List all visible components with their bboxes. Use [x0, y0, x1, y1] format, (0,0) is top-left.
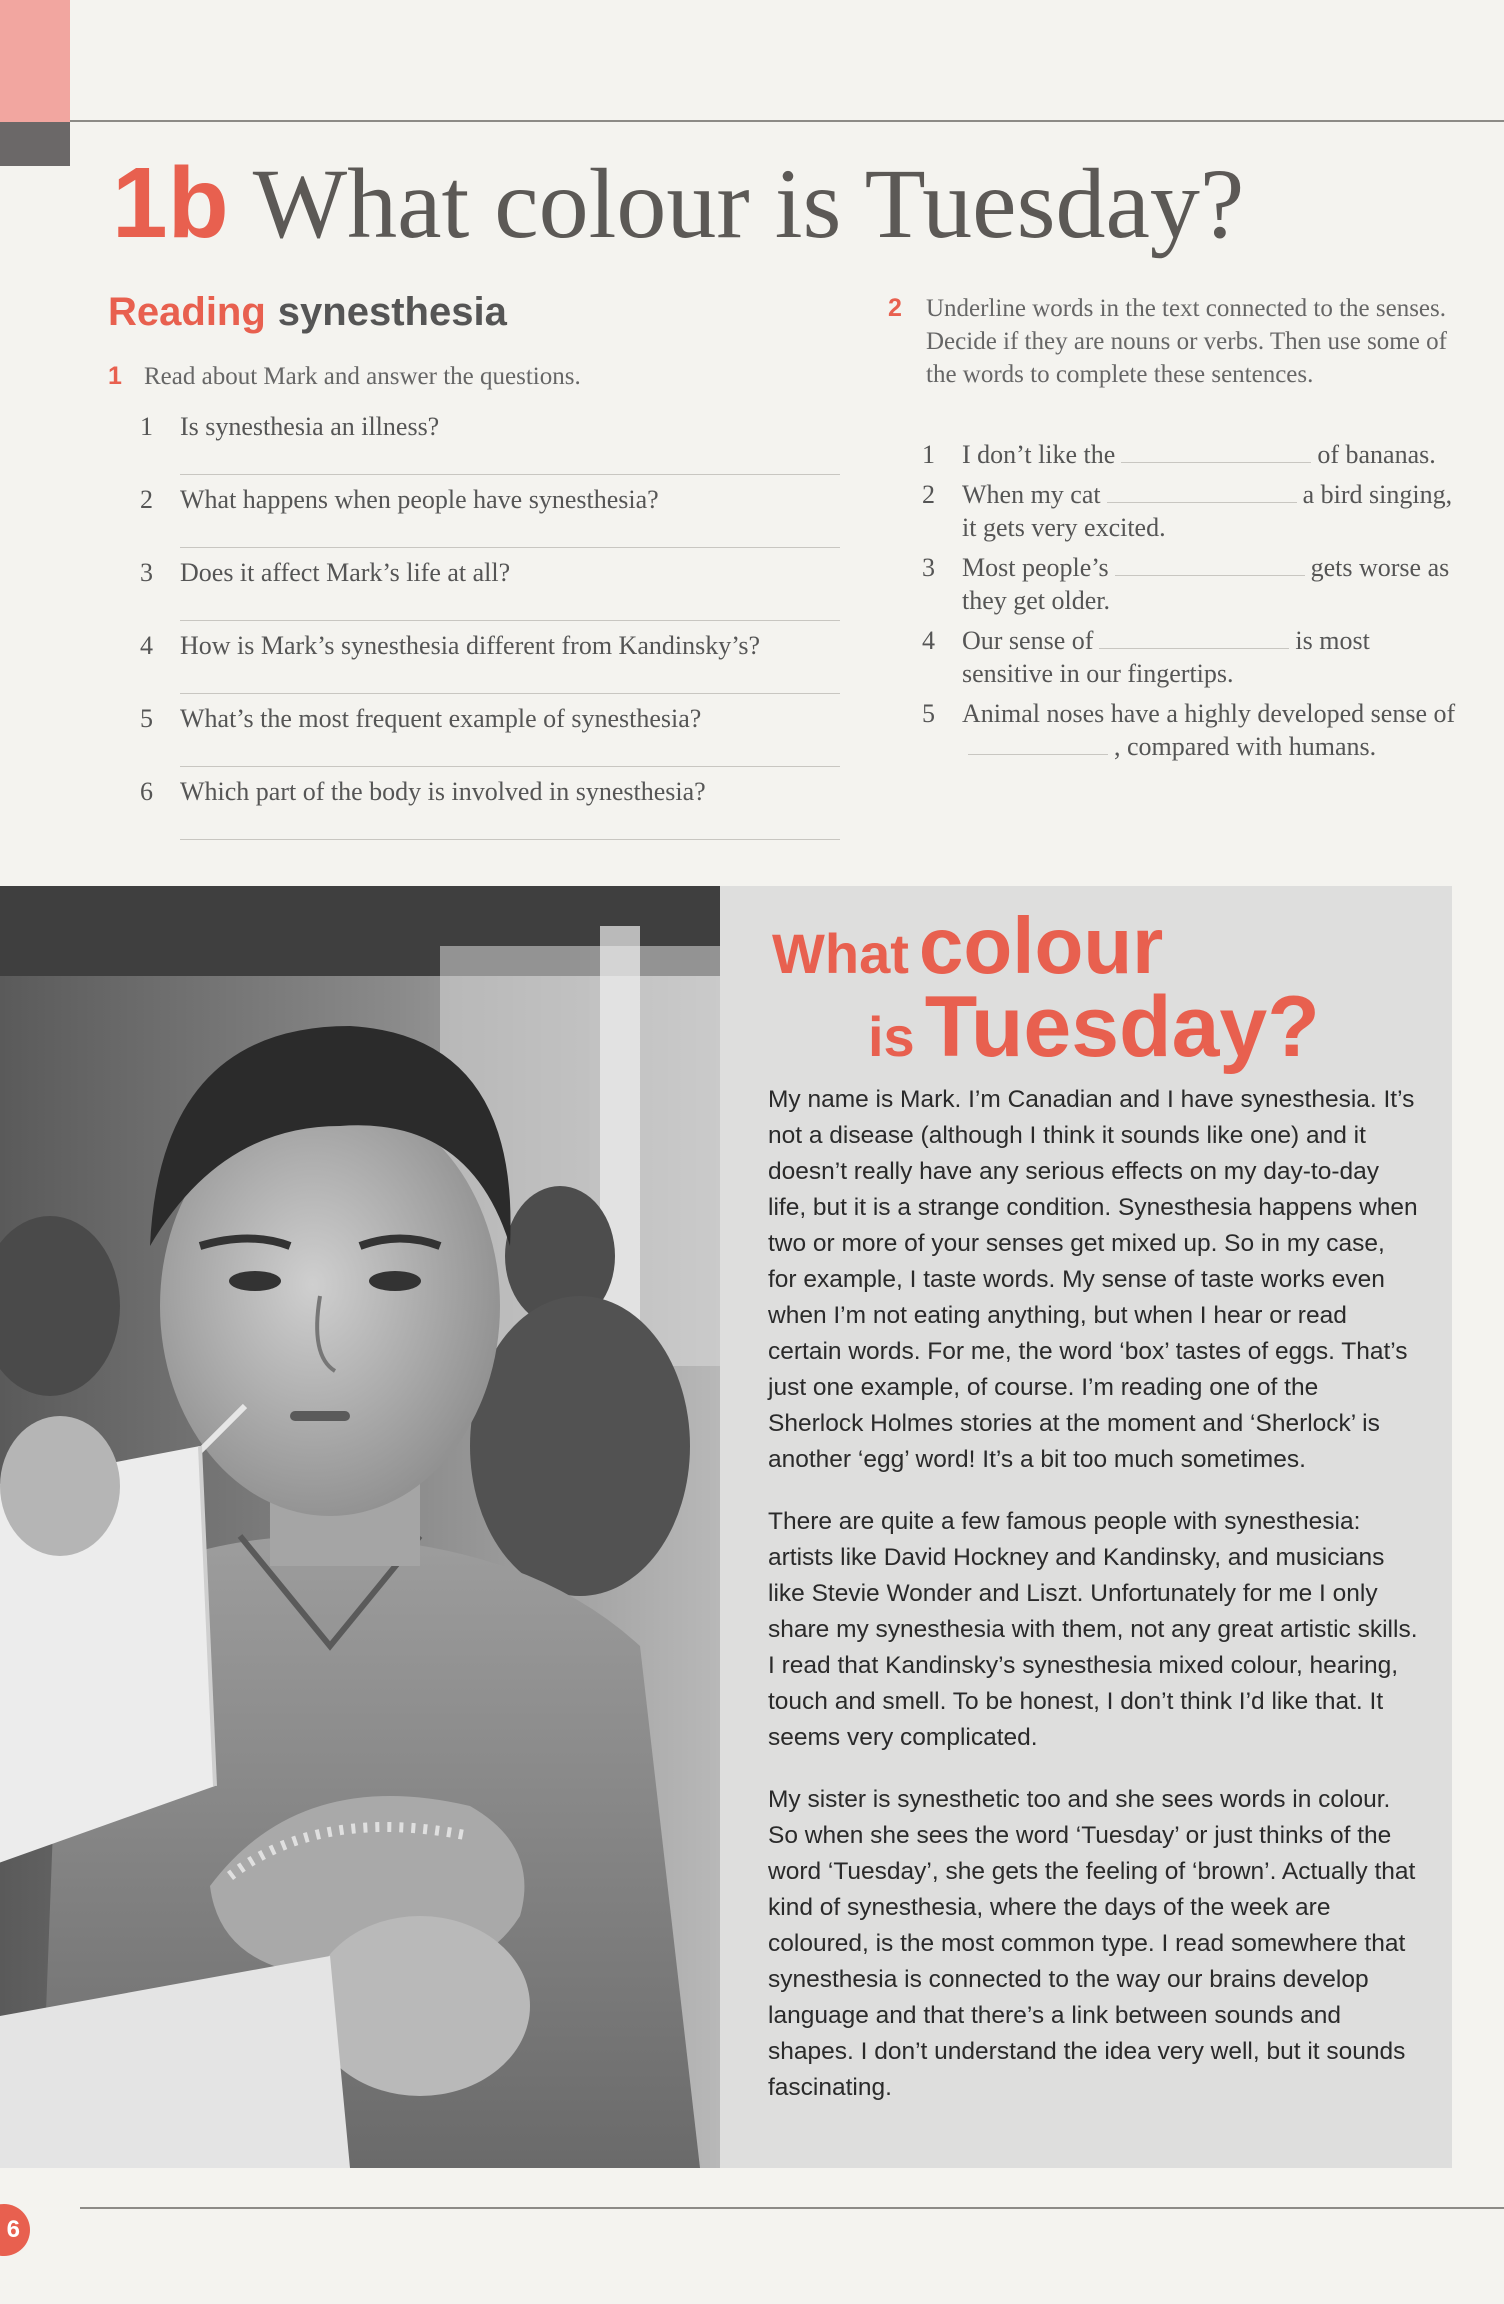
gap-blank[interactable] — [1107, 480, 1297, 503]
sentence-item — [922, 438, 1462, 471]
exercise-1-questions — [140, 404, 840, 842]
sentence-after: of bananas. — [1317, 440, 1436, 469]
section-label: Reading — [108, 290, 266, 334]
answer-line[interactable] — [180, 474, 840, 475]
lesson-title-text: What colour is Tuesday? — [252, 148, 1245, 259]
answer-line[interactable] — [180, 839, 840, 840]
photo-illustration — [0, 886, 720, 2168]
article-title — [772, 901, 1412, 1075]
sentence-before: Most people’s — [962, 553, 1109, 582]
sentence-number: 1 — [922, 440, 935, 469]
gap-blank[interactable] — [1099, 626, 1289, 649]
exercise-2-instruction — [888, 292, 1458, 391]
sentence-number: 5 — [922, 699, 935, 728]
sentence-before: I don’t like the — [962, 440, 1116, 469]
lesson-code: 1b — [112, 147, 229, 259]
section-heading — [108, 290, 507, 335]
exercise-2-text: Underline words in the text connected to the senses. Decide if they are nouns or verbs. Then use some of the words to complete these sentences. — [926, 295, 1447, 388]
sentence-before: Our sense of — [962, 626, 1094, 655]
question-number: 5 — [140, 704, 153, 733]
sentence-after: a bird singing, it gets very excited. — [962, 480, 1453, 542]
question-item — [140, 477, 840, 550]
sentence-item — [922, 478, 1462, 544]
gap-blank[interactable] — [1115, 553, 1305, 576]
article-title-what: What — [772, 922, 909, 985]
sentence-number: 3 — [922, 553, 935, 582]
article-title-colour: colour — [918, 901, 1164, 990]
exercise-1-instruction — [108, 360, 708, 393]
article-paragraph: There are quite a few famous people with synesthesia: artists like David Hockney and Kandinsky, and musicians like Stevie Wonder and Liszt. Unfortunately for me I only share my synesthesia with them, not any great artistic skills. I read that Kandinsky’s synesthesia mixed colour, hearing, touch and smell. To be honest, I don’t think I’d like that. It seems very complicated. — [768, 1508, 1418, 1751]
question-item — [140, 550, 840, 623]
question-text: What happens when people have synesthesia? — [180, 485, 659, 514]
bottom-divider — [80, 2207, 1504, 2209]
question-text: How is Mark’s synesthesia different from Kandinsky’s? — [180, 631, 761, 660]
article-panel — [720, 886, 1452, 2168]
question-item — [140, 404, 840, 477]
sentence-item — [922, 697, 1462, 763]
question-number: 2 — [140, 485, 153, 514]
question-text: Does it affect Mark’s life at all? — [180, 558, 511, 587]
exercise-1-text: Read about Mark and answer the questions. — [144, 363, 581, 390]
answer-line[interactable] — [180, 620, 840, 621]
gap-blank[interactable] — [1121, 440, 1311, 463]
photo-mark-eating — [0, 886, 720, 2168]
question-text: Is synesthesia an illness? — [180, 412, 440, 441]
sentence-number: 4 — [922, 626, 935, 655]
sentence-after: gets worse as they get older. — [962, 553, 1450, 615]
answer-line[interactable] — [180, 766, 840, 767]
gap-blank[interactable] — [968, 732, 1108, 755]
sentence-after: is most sensitive in our fingertips. — [962, 626, 1370, 688]
question-number: 4 — [140, 631, 153, 660]
section-topic: synesthesia — [277, 290, 507, 334]
exercise-2-sentences — [922, 438, 1462, 770]
question-item — [140, 769, 840, 842]
sentence-item — [922, 624, 1462, 690]
sentence-item — [922, 551, 1462, 617]
sentence-before: When my cat — [962, 480, 1101, 509]
sentence-before: Animal noses have a highly developed sense of — [962, 699, 1456, 728]
exercise-2-number: 2 — [888, 294, 902, 322]
article-title-tuesday: Tuesday? — [924, 979, 1320, 1075]
top-divider — [70, 120, 1504, 122]
article-title-is: is — [868, 1005, 915, 1068]
lesson-title — [112, 148, 1244, 259]
corner-color-tab — [0, 0, 70, 122]
question-item — [140, 696, 840, 769]
article-paragraph: My sister is synesthetic too and she sees words in colour. So when she sees the word ‘Tuesday’ or just thinks of the word ‘Tuesday’, she gets the feeling of ‘brown’. Actually that kind of synesthesia, where the days of the week are coloured, is the most common type. I read somewhere that synesthesia is connected to the way our brains develop language and that there’s a link between sounds and shapes. I don’t understand the idea very well, but it sounds fascinating. — [768, 1786, 1416, 2101]
corner-grey-tab — [0, 122, 70, 166]
sentence-after: , compared with humans. — [1114, 732, 1377, 761]
article-paragraph: My name is Mark. I’m Canadian and I have synesthesia. It’s not a disease (although I think it sounds like one) and it doesn’t really have any serious effects on my day-to-day life, but it is a strange condition. Synesthesia happens when two or more of your senses get mixed up. So in my case, for example, I taste words. My sense of taste works even when I’m not eating anything, but when I hear or read certain words. For me, the word ‘box’ tastes of eggs. That’s just one example, of course. I’m reading one of the Sherlock Holmes stories at the moment and ‘Sherlock’ is another ‘egg’ word! It’s a bit too much sometimes. — [768, 1086, 1418, 1473]
exercise-1-number: 1 — [108, 362, 122, 390]
question-number: 1 — [140, 412, 153, 441]
question-number: 6 — [140, 777, 153, 806]
page-number: 6 — [0, 2204, 30, 2256]
question-number: 3 — [140, 558, 153, 587]
question-item — [140, 623, 840, 696]
answer-line[interactable] — [180, 693, 840, 694]
question-text: What’s the most frequent example of synesthesia? — [180, 704, 702, 733]
sentence-number: 2 — [922, 480, 935, 509]
answer-line[interactable] — [180, 547, 840, 548]
article-body — [768, 1082, 1418, 2132]
question-text: Which part of the body is involved in synesthesia? — [180, 777, 706, 806]
